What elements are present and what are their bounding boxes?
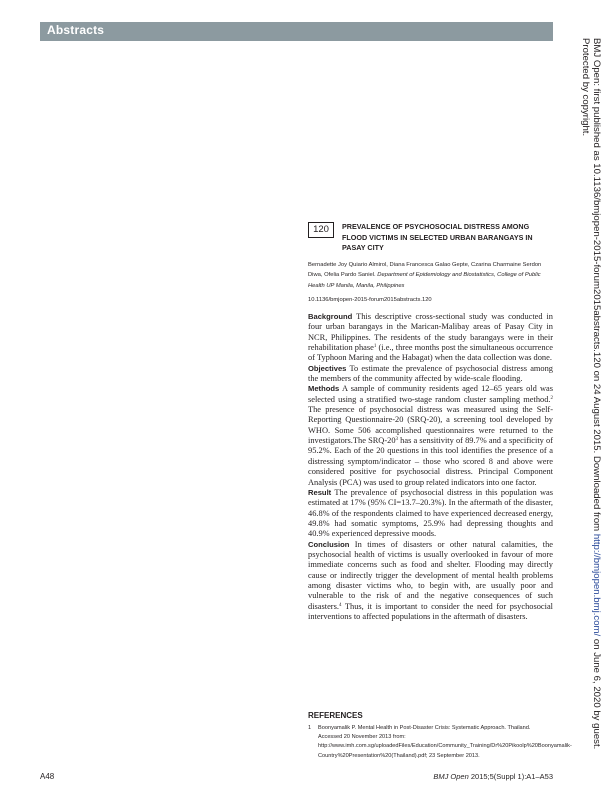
background-text: This descriptive cross-sectional study was conducted in four urban barangays in the Marican-Malibay areas of Pasay City in NCR, Philippines. The residents of the study barangays were in their rehabilitation phase [308, 312, 553, 353]
ref-mark[interactable]: 4 [338, 602, 342, 608]
methods-text-end: has a sensitivity of 89.7% and a specificity of 95.2%. Each of the 20 questions in this tool identifies the presence of a distressing symptom/indicator – those who scored 8 and above were considered positive for psychosocial distress. Principal Component Analysis (PCA) was used to group related indicators into one factor. [308, 436, 554, 487]
journal-citation [433, 772, 553, 781]
journal-link[interactable]: http://bmjopen.bmj.com/ [591, 533, 602, 637]
objectives-label: Objectives [308, 363, 347, 373]
ref-mark[interactable]: 1 [373, 344, 377, 350]
background-paragraph [308, 312, 553, 364]
objectives-paragraph [308, 364, 553, 385]
doi[interactable]: 10.1136/bmjopen-2015-forum2015abstracts.120 [308, 297, 432, 303]
section-header-bar [40, 22, 553, 41]
page-number: A48 [40, 772, 55, 781]
abstract-title: PREVALENCE OF PSYCHOSOCIAL DISTRESS AMONG FLOOD VICTIMS IN SELECTED URBAN BARANGAYS IN PASAY CITY [342, 222, 533, 252]
conclusion-paragraph [308, 540, 553, 623]
reference-text[interactable]: Boonyamalik P. Mental Health in Post-Disaster Crisis: Systematic Approach. Thailand. Accessed 20 November 2013 from: http://www.imh.com.sg/uploadedFiles/Education/Community_Training/Dr%20Pikoolp%20Boonyamalik-Country%20Presentation%20(Thailand).pdf; 23 September 2013. [318, 725, 572, 759]
ref-mark[interactable]: 2 [550, 395, 553, 401]
objectives-text: To estimate the prevalence of psychosocial distress among the members of the community affected by wide-scale flooding. [308, 363, 553, 384]
background-label: Background [308, 312, 353, 321]
ref-mark[interactable]: 3 [395, 437, 399, 443]
conclusion-label: Conclusion [308, 539, 350, 549]
citation-details: 2015;5(Suppl 1):A1–A53 [468, 772, 553, 781]
affiliation: Department of Epidemiology and Biostatistics, College of Public Health UP Manila, Manila, Philippines [308, 272, 541, 289]
conclusion-text-cont: Thus, it is important to consider the need for psychosocial interventions to affected populations in the aftermath of disasters. [308, 601, 553, 621]
methods-text-cont: The presence of psychosocial distress was measured using the Self-Reporting Questionnaire-20 (SRQ-20), a screening tool developed by WHO. Some 506 accomplished questionnaires were returned to the investigators.The SRQ-20 [308, 405, 553, 446]
authors: Bernadette Joy Quiario Almirol, Diana Francesca Galao Gepte, Czarina Charmaine Serdon Diwa, Ofelia Pardo Saniel. [308, 262, 542, 279]
references-heading: REFERENCES [308, 711, 363, 720]
background-text-cont: (i.e., three months post the simultaneous occurrence of Typhoon Maring and the Habagat) when the data collection was done. [308, 343, 553, 363]
result-paragraph [308, 488, 553, 540]
section-title: Abstracts [47, 23, 105, 37]
methods-label: Methods [308, 384, 340, 394]
author-list [308, 260, 553, 291]
journal-name: BMJ Open [433, 772, 469, 781]
abstract-number: 120 [308, 222, 334, 238]
conclusion-text: In times of disasters or other natural calamities, the psychosocial health of victims is usually overlooked in favour of more immediate concerns such as food and shelter. Flooding may directly cause or indirectly trigger the development of mental health problems among disaster victims who, to begin with, are usually poor and vulnerable to the risk of and the negative consequences of such disasters. [308, 539, 554, 611]
side-download-note [572, 38, 602, 763]
result-label: Result [308, 487, 332, 497]
side-note-text-end: on June 6, 2020 by guest. Protected by copyright. [580, 38, 602, 750]
side-note-text: BMJ Open: first published as 10.1136/bmjopen-2015-forum2015abstracts.120 on 24 August 2015. Downloaded from [591, 38, 602, 534]
abstract-body [308, 312, 553, 622]
methods-paragraph [308, 384, 553, 487]
result-text: The prevalence of psychosocial distress in this population was estimated at 17% (95% CI=13.7–20.3%). In the aftermath of the disaster, 46.8% of the respondents claimed to have experienced decreased energy, 49.8% had somatic symptoms, 25.9% had depressing thoughts and 40.9% experienced depressive moods. [308, 487, 553, 539]
reference-number: 1 [308, 725, 312, 731]
reference-item [308, 724, 572, 761]
methods-text: A sample of community residents aged 12–65 years old was selected using a stratified two-stage random cluster sampling method. [308, 384, 553, 404]
